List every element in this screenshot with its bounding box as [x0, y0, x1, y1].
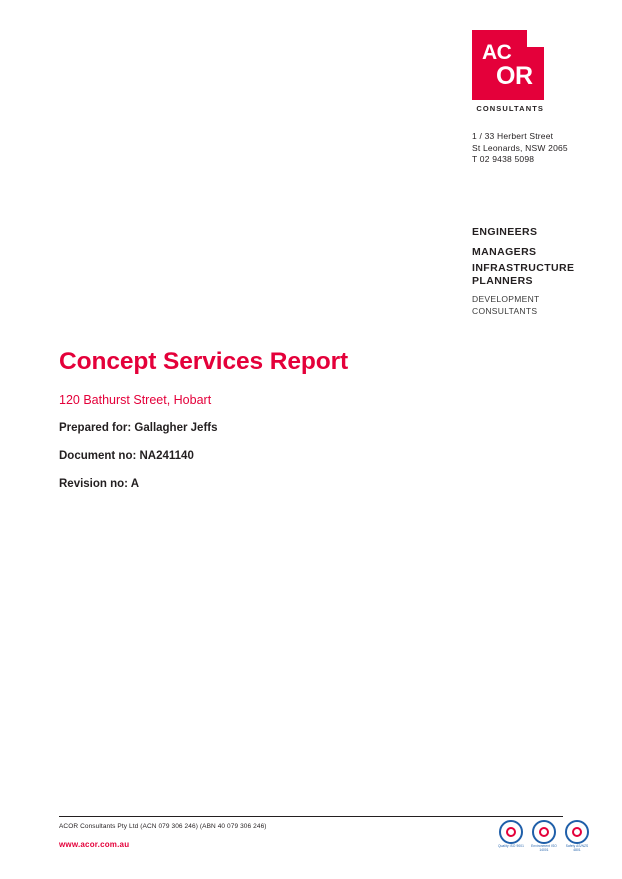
service-managers: MANAGERS: [472, 245, 537, 258]
certification-badges: [497, 820, 591, 852]
services-list: [472, 223, 602, 317]
certification-badge-quality-icon: [497, 820, 525, 852]
footer-website-link[interactable]: www.acor.com.au: [59, 840, 130, 849]
address-line-1: 1 / 33 Herbert Street: [472, 131, 554, 141]
certification-badge-safety-icon: [563, 820, 591, 852]
logo-letters-bottom: OR: [496, 62, 533, 90]
logo-wordmark: CONSULTANTS: [476, 104, 544, 113]
badge-ring-environment-icon: [532, 820, 556, 844]
service-infrastructure-planners: INFRASTRUCTURE PLANNERS: [472, 262, 575, 287]
badge-caption-environment: Environment ISO 14001: [531, 844, 557, 852]
prepared-for: Prepared for: Gallagher Jeffs: [59, 422, 218, 434]
badge-caption-quality: Quality ISO 9001: [498, 844, 524, 848]
service-engineers: ENGINEERS: [472, 226, 538, 238]
page-title: Concept Services Report: [59, 348, 349, 375]
project-address: 120 Bathurst Street, Hobart: [59, 393, 212, 407]
title-block: [59, 348, 489, 506]
address-phone: T 02 9438 5098: [472, 154, 535, 164]
badge-ring-quality-icon: [499, 820, 523, 844]
document-number: Document no: NA241140: [59, 450, 194, 462]
badge-ring-safety-icon: [565, 820, 589, 844]
footer-divider: [59, 816, 563, 817]
logo-letters-top: AC: [482, 41, 512, 64]
service-sub-development: DEVELOPMENT: [472, 294, 540, 304]
logo-letters: [472, 30, 544, 100]
company-address: [472, 131, 568, 166]
badge-caption-safety: Safety AS/NZS 4801: [565, 844, 589, 852]
footer-legal-text: ACOR Consultants Pty Ltd (ACN 079 306 246) (ABN 40 079 306 246): [59, 823, 267, 830]
logo-mark: [472, 30, 544, 100]
certification-badge-environment-icon: [530, 820, 558, 852]
revision-number: Revision no: A: [59, 478, 140, 490]
acor-logo: [472, 30, 544, 118]
service-sub-consultants: CONSULTANTS: [472, 305, 538, 316]
address-line-2: St Leonards, NSW 2065: [472, 142, 568, 153]
